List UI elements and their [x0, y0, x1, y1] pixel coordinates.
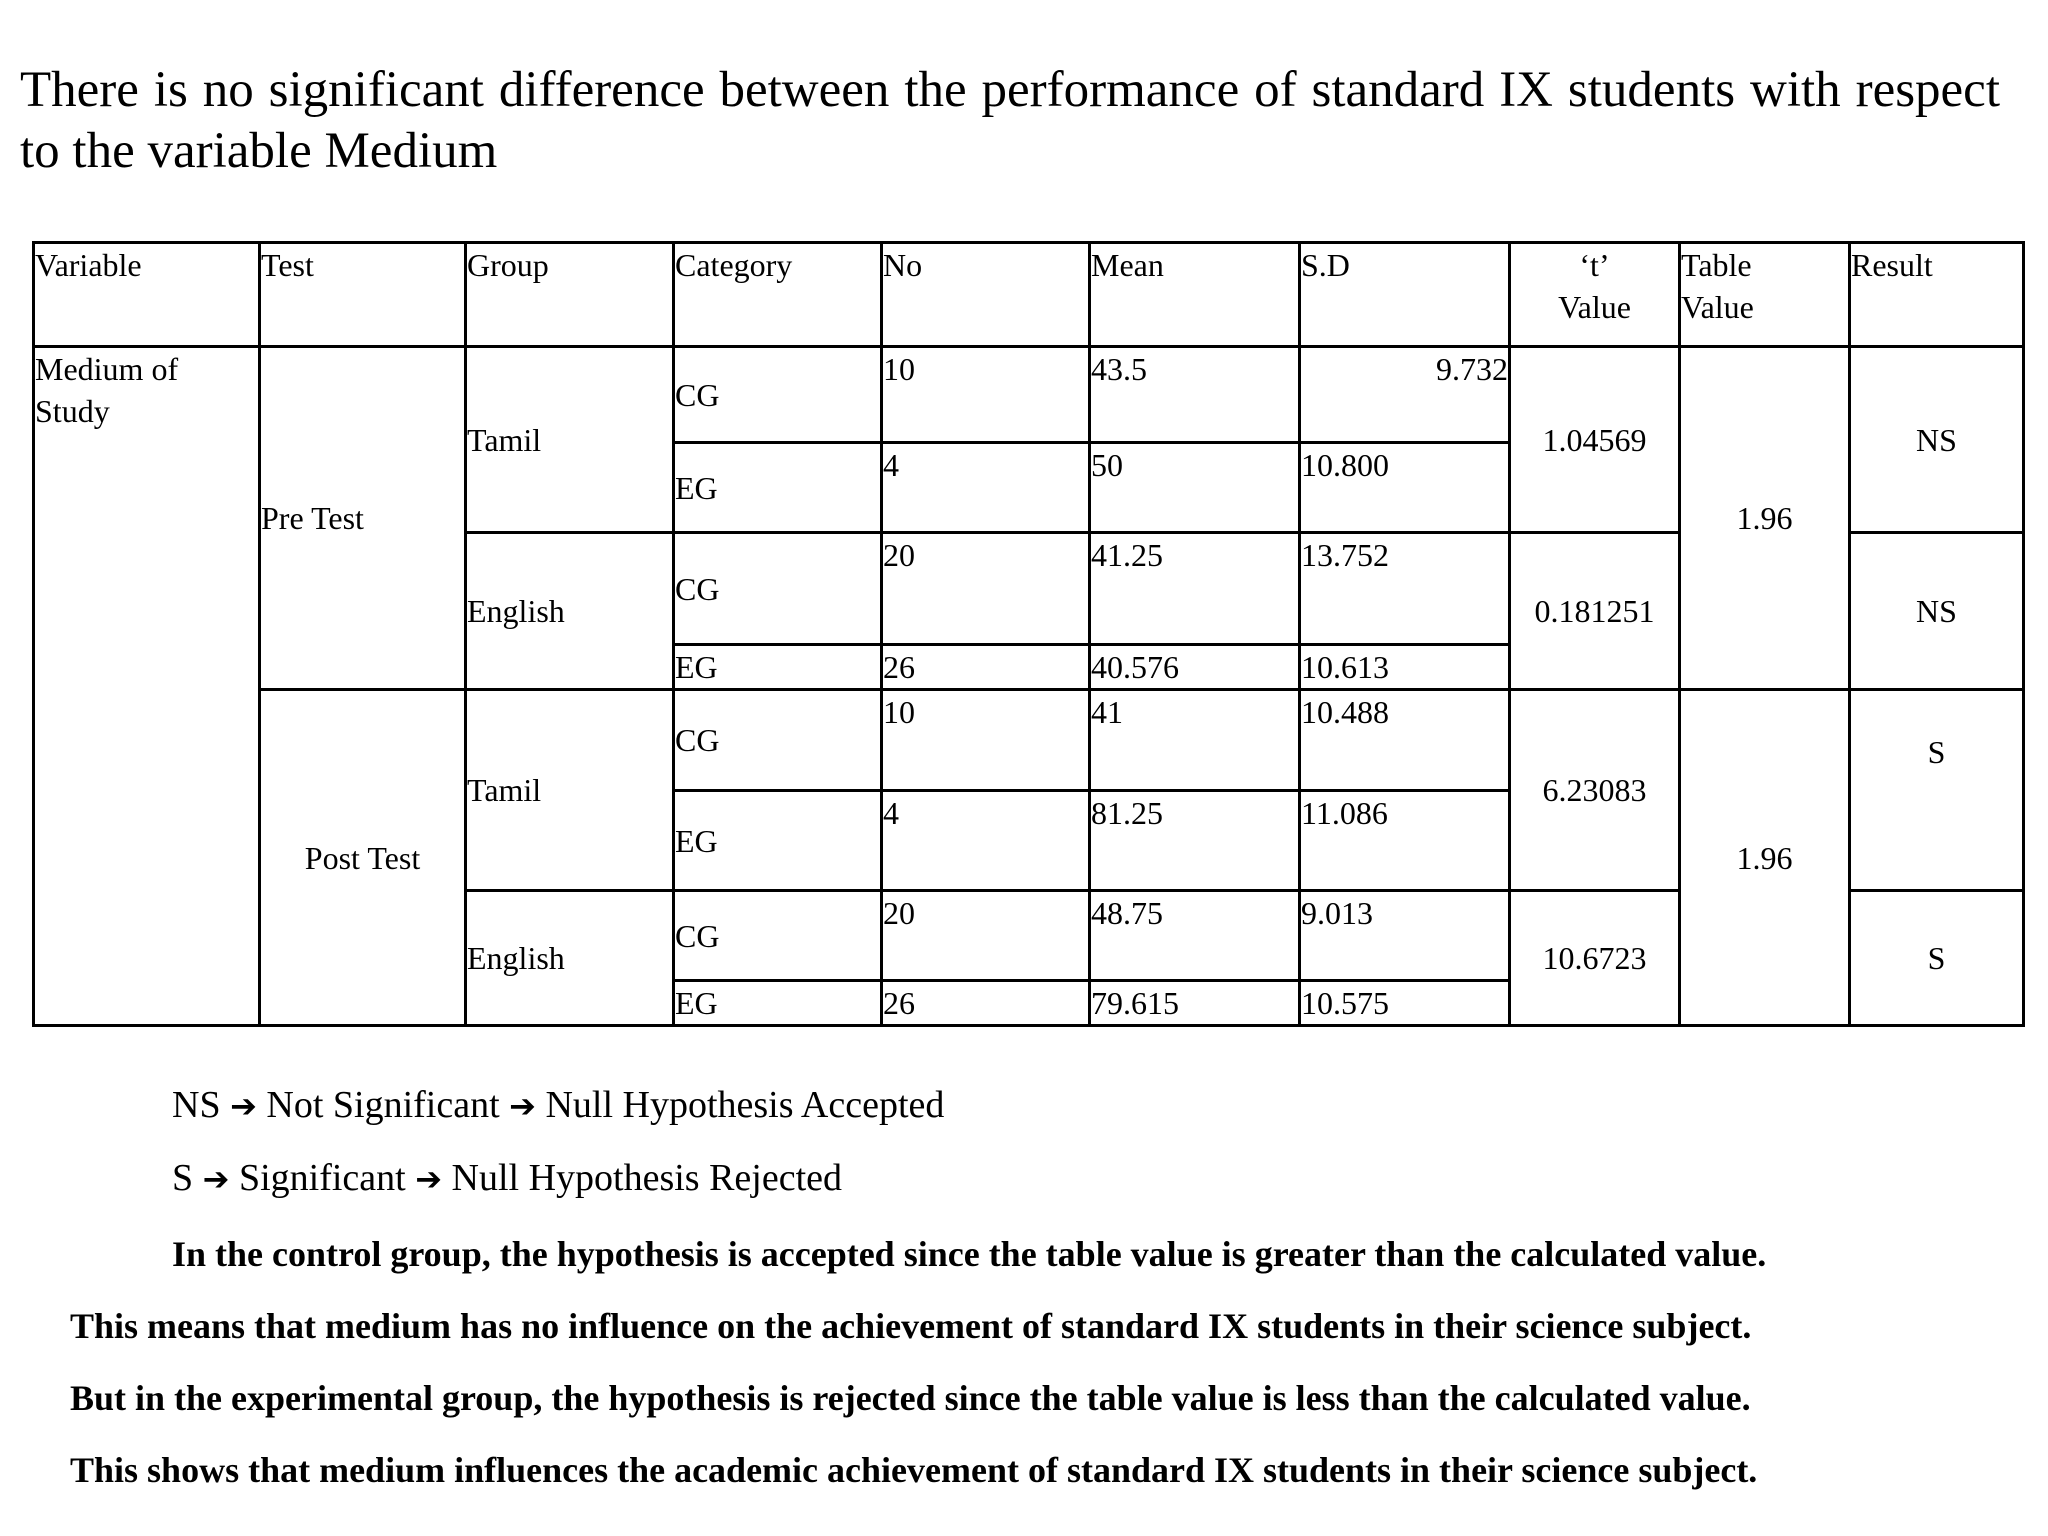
header-variable: Variable	[34, 243, 260, 347]
sd-cell: 10.800	[1300, 443, 1510, 533]
post-english-group: English	[466, 891, 674, 1026]
header-mean: Mean	[1090, 243, 1300, 347]
legend-ns-meaning: Not Significant	[266, 1084, 500, 1126]
post-test-cell: Post Test	[260, 690, 466, 1026]
header-table-value	[1680, 243, 1850, 347]
conclusion-line-2: This means that medium has no influence on the achievement of standard IX students in their science subject.	[70, 1306, 1752, 1346]
category-cell: EG	[674, 443, 882, 533]
no-cell: 26	[882, 645, 1090, 690]
legend-ns-outcome: Null Hypothesis Accepted	[545, 1084, 945, 1126]
results-table	[32, 241, 2025, 1027]
t-value-cell: 10.6723	[1510, 891, 1680, 1026]
legend-ns-abbr: NS	[172, 1084, 221, 1126]
sd-cell: 13.752	[1300, 533, 1510, 645]
no-cell: 4	[882, 791, 1090, 891]
pre-tamil-group: Tamil	[466, 347, 674, 533]
conclusion-line-1	[70, 1218, 2030, 1290]
result-cell: S	[1850, 891, 2024, 1026]
category-cell: CG	[674, 891, 882, 981]
result-cell: S	[1850, 690, 2024, 891]
category-cell: EG	[674, 645, 882, 690]
mean-cell: 81.25	[1090, 791, 1300, 891]
header-test: Test	[260, 243, 466, 347]
variable-cell: Medium of Study	[34, 347, 260, 1026]
header-group: Group	[466, 243, 674, 347]
t-value-cell: 1.04569	[1510, 347, 1680, 533]
table-row	[34, 347, 2024, 443]
sd-cell: 11.086	[1300, 791, 1510, 891]
right-arrow-icon: ➔	[202, 1160, 230, 1198]
post-tamil-group: Tamil	[466, 690, 674, 891]
header-category: Category	[674, 243, 882, 347]
category-cell: CG	[674, 690, 882, 791]
mean-cell: 43.5	[1090, 347, 1300, 443]
conclusion-line-3: But in the experimental group, the hypothesis is rejected since the table value is less than the calculated value.	[70, 1378, 1751, 1418]
right-arrow-icon: ➔	[230, 1087, 257, 1125]
legend-ns	[172, 1082, 944, 1129]
legend-s-outcome: Null Hypothesis Rejected	[451, 1157, 843, 1199]
no-cell: 20	[882, 533, 1090, 645]
result-cell: NS	[1850, 347, 2024, 533]
right-arrow-icon: ➔	[415, 1160, 443, 1198]
sd-cell: 9.732	[1300, 347, 1510, 443]
pre-test-cell: Pre Test	[260, 347, 466, 690]
mean-cell: 41.25	[1090, 533, 1300, 645]
header-table-value-line1: Table	[1681, 247, 1752, 283]
header-table-value-line2: Value	[1681, 289, 1754, 325]
conclusion-line-1-text: In the control group, the hypothesis is accepted since the table value is greater than the calculated value.	[172, 1234, 1767, 1274]
page-heading: There is no significant difference between the performance of standard IX students with respect to the variable Medium	[20, 62, 2000, 179]
conclusion-line-4: This shows that medium influences the academic achievement of standard IX students in their science subject.	[70, 1450, 1758, 1490]
table-row	[34, 690, 2024, 791]
mean-cell: 41	[1090, 690, 1300, 791]
legend-s-meaning: Significant	[238, 1157, 406, 1199]
category-cell: CG	[674, 533, 882, 645]
no-cell: 10	[882, 347, 1090, 443]
mean-cell: 40.576	[1090, 645, 1300, 690]
legend-s	[172, 1155, 842, 1202]
result-cell: NS	[1850, 533, 2024, 690]
no-cell: 4	[882, 443, 1090, 533]
right-arrow-icon: ➔	[509, 1087, 536, 1125]
t-value-cell: 0.181251	[1510, 533, 1680, 690]
header-no: No	[882, 243, 1090, 347]
mean-cell: 79.615	[1090, 981, 1300, 1026]
sd-cell: 10.488	[1300, 690, 1510, 791]
header-t-value	[1510, 243, 1680, 347]
conclusion-paragraph	[70, 1218, 2030, 1506]
header-t-value-line1: ‘t’	[1579, 247, 1610, 283]
no-cell: 10	[882, 690, 1090, 791]
header-sd: S.D	[1300, 243, 1510, 347]
header-result: Result	[1850, 243, 2024, 347]
t-value-cell: 6.23083	[1510, 690, 1680, 891]
header-t-value-line2: Value	[1558, 289, 1631, 325]
mean-cell: 48.75	[1090, 891, 1300, 981]
table-value-cell: 1.96	[1680, 347, 1850, 690]
no-cell: 20	[882, 891, 1090, 981]
legend-s-abbr: S	[172, 1157, 194, 1199]
category-cell: EG	[674, 791, 882, 891]
sd-cell: 10.575	[1300, 981, 1510, 1026]
table-header-row	[34, 243, 2024, 347]
sd-cell: 10.613	[1300, 645, 1510, 690]
sd-cell: 9.013	[1300, 891, 1510, 981]
category-cell: EG	[674, 981, 882, 1026]
no-cell: 26	[882, 981, 1090, 1026]
category-cell: CG	[674, 347, 882, 443]
table-value-cell: 1.96	[1680, 690, 1850, 1026]
mean-cell: 50	[1090, 443, 1300, 533]
pre-english-group: English	[466, 533, 674, 690]
